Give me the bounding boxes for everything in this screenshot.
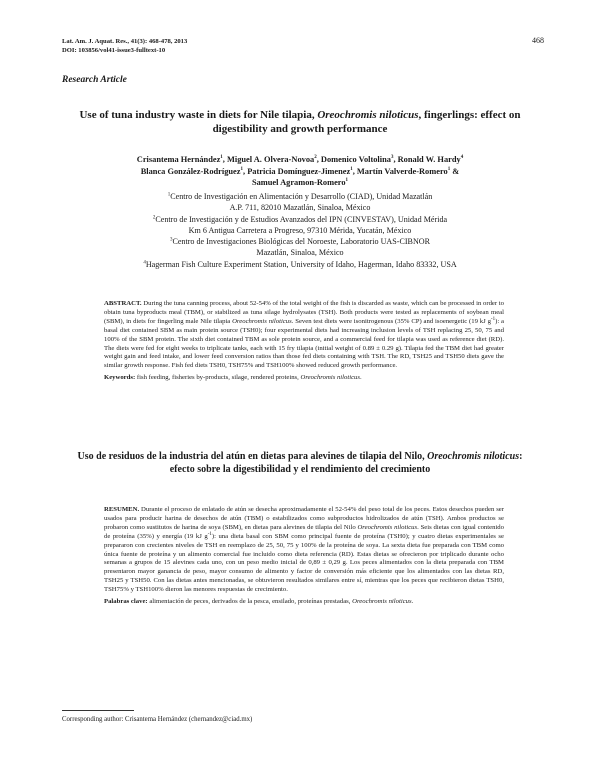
journal-header <box>62 38 187 55</box>
author-affil-sup: 1 <box>350 166 353 172</box>
author-affil-sup: 3 <box>390 155 394 161</box>
affil-line: Hagerman Fish Culture Experiment Station, University of Idaho, Hagerman, Idaho 83332, USA <box>145 259 457 269</box>
author-line-3 <box>70 177 530 189</box>
corresponding-author-footnote: Corresponding author: Crisantema Hernández (chernandez@ciad.mx) <box>62 716 253 723</box>
palabras-clave-label: Palabras clave: <box>104 598 148 606</box>
doi: DOI: 103856/vol41-issue3-fulltext-10 <box>62 46 166 54</box>
author-name: Miguel A. Olvera-Novoa <box>226 155 315 164</box>
affiliation-3 <box>60 236 540 247</box>
keywords-label: Keywords: <box>104 374 136 382</box>
resumen-text: Durante el proceso de enlatado de atún se desecha aproximadamente el 52-54% del peso total de los peces. Estos desechos pueden ser usados para producir harina de desechos de atún (TBM) o estabilizados como subproductos hidrolizados de atún (TSH). Ambos productos se probaron como sustitutos de harina de soya (SBM), en dietas para alevines de tilapia del Nilo <box>104 506 504 531</box>
author-affil-sup: 1 <box>447 166 451 172</box>
author-affil-sup: 4 <box>460 155 464 161</box>
spanish-title-part-2: : efecto sobre la digestibilidad y el rendimiento del crecimiento <box>169 451 523 475</box>
resumen <box>104 506 504 607</box>
abstract-label: ABSTRACT. <box>104 300 142 307</box>
author-line-1: Crisantema Hernández$^1$, Miguel A. Olvera-Novoa$^2$, Domenico Voltolina$^3$, Ronald W. Hardy$^4$ <box>136 155 464 164</box>
author-name: Samuel Agramon-Romero <box>251 178 346 187</box>
affil-line: Centro de Investigaciones Biológicas del Noroeste, Laboratorio UAS-CIBNOR <box>172 237 431 247</box>
palabras-clave-species: Oreochromis niloticus <box>352 598 412 606</box>
abstract <box>104 300 504 383</box>
author-name: Ronald W. Hardy <box>397 155 461 164</box>
affil-line: Centro de Investigación y de Estudios Avanzados del IPN (CINVESTAV), Unidad Mérida <box>155 214 448 224</box>
affil-sup: 4 <box>143 260 146 266</box>
resumen-text: ): una dieta basal con SBM como principal fuente de proteína (TSH0); y cuatro dietas experimentales se prepararon con crecientes niveles de TSH en reemplazo de 25, 50, 75 y 100% de la proteína de soya. La sexta dieta fue preparada con TBM como única fuente de proteína y un alimento comercial fue incluido como dieta referencia (RD). Estas dietas se ofrecieron por triplicado durante ocho semanas a grupos de 15 alevines cada uno, con un peso medio inicial de 0,89 ± 0,29 g. Los peces alimentados con la dieta preparada con TBM presentaron mayor ganancia de peso, mayor consumo de alimento y factor de conversión más eficiente que los alimentados con las dietas RD, TSH25 y TSH50. Con las dietas antes mencionadas, se obtuvieron resultados similares entre sí, mientras que los peces que recibieron dietas TSH0, TSH75% y TSH100% dieron las menores respuestas de crecimiento. <box>104 532 504 594</box>
footnote-divider <box>62 710 134 711</box>
affil-sup: 1 <box>167 192 171 198</box>
spanish-title <box>70 450 530 476</box>
affiliations <box>60 191 540 270</box>
abstract-body <box>104 300 504 371</box>
affil-sup: 2 <box>152 214 156 220</box>
author-conjunction: & <box>450 166 460 176</box>
abstract-sup: -1 <box>490 316 496 322</box>
author-list <box>70 154 530 189</box>
palabras-clave-text: alimentación de peces, derivados de la pesca, ensilado, proteínas prestadas, <box>147 598 353 606</box>
abstract-text: . Seven test diets were isonitrogenous (35% CP) and isoenergetic (19 kJ g <box>291 317 491 325</box>
affiliation-3-address: Mazatlán, Sinaloa, México <box>256 248 344 258</box>
author-name: Blanca González-Rodríguez <box>140 166 241 176</box>
resumen-body <box>104 506 504 595</box>
title-species: Oreochromis niloticus <box>317 109 419 121</box>
affiliation-2 <box>60 214 540 225</box>
resumen-label: RESUMEN. <box>104 506 140 513</box>
palabras-clave <box>104 598 504 607</box>
affil-sup: 3 <box>169 237 173 243</box>
author-affil-sup: 2 <box>314 155 317 161</box>
author-affil-sup: 1 <box>220 155 223 161</box>
affiliation-4 <box>60 259 540 270</box>
resumen-species: Oreochromis niloticus <box>357 523 418 531</box>
keywords-end: . <box>360 374 362 382</box>
page-number: 468 <box>532 36 544 45</box>
keywords-text: fish feeding, fisheries by-products, silage, rendered proteins, <box>135 374 301 382</box>
author-name: Crisantema Hernández <box>136 155 221 164</box>
resumen-sup: -1 <box>207 531 212 537</box>
abstract-species: Oreochromis niloticus <box>232 317 292 325</box>
author-name: Patricia Domínguez-Jimenez <box>247 166 351 176</box>
journal-citation: Lat. Am. J. Aquat. Res., 41(3): 468-478, 2013 <box>62 38 188 45</box>
author-affil-sup: 1 <box>345 178 349 184</box>
affil-line: Centro de Investigación en Alimentación y Desarrollo (CIAD), Unidad Mazatlán <box>170 192 433 201</box>
palabras-clave-end: . <box>411 598 414 606</box>
affiliation-2-address: Km 6 Antigua Carretera a Progreso, 97310 Mérida, Yucatán, México <box>188 225 412 235</box>
affiliation-1-address: A.P. 711, 82010 Mazatlán, Sinaloa, México <box>229 203 371 213</box>
author-affil-sup: 1 <box>240 166 243 172</box>
title-part-1: Use of tuna industry waste in diets for Nile tilapia, <box>79 109 318 121</box>
author-line-2: Blanca González-Rodríguez$^1$, Patricia Domínguez-Jimenez$^1$, Martín Valverde-Romero$^1$ & <box>140 166 460 176</box>
section-label: Research Article <box>62 75 127 85</box>
article-title <box>70 108 530 136</box>
abstract-text: During the tuna canning process, about 52-54% of the total weight of the fish is discarded as waste, which can be processed in order to obtain tuna byproducts meal (TBM), or stabilized as tuna silage hydrolysates (TSH). Both products were tested as replacements of soybean meal (SBM), in diets for fingerling male Nile tilapia <box>104 300 504 325</box>
author-name: Domenico Voltolina <box>320 155 391 164</box>
resumen-text: . Seis dietas con igual contenido de proteína (35%) y energía (19 kJ g <box>104 523 504 540</box>
keywords-species: Oreochromis niloticus <box>300 374 361 382</box>
keywords <box>104 374 504 383</box>
affiliation-1 <box>60 191 540 202</box>
spanish-title-part-1: Uso de residuos de la industria del atún en dietas para alevines de tilapia del Nilo, <box>77 451 428 462</box>
title-part-2: , fingerlings: effect on digestibility and growth performance <box>212 109 521 135</box>
spanish-title-species: Oreochromis niloticus <box>427 451 520 462</box>
abstract-text: ): a basal diet contained SBM as main protein source (TSH0); four experimental diets had increasing inclusion levels of TSH replacing 25, 50, 75 and 100% of the SBM protein. The sixth diet contained TBM as sole protein source, and a commercial feed for tilapia was used as reference diet (RD). The diets were fed for eight weeks to triplicate tanks, each with 15 fry tilapia (initial weight of 0.89 ± 0.29 g). Tilapia fed the TBM diet had greater weight gain and feed intake, and lower feed conversion ratios than those fed diets containing with TSH. The RD, TSH25 and TSH50 diets gave the similar growth response. Fish fed diets TSH0, TSH75% and TSH100% showed reduced growth performance. <box>104 317 504 370</box>
author-name: Martín Valverde-Romero <box>356 166 448 176</box>
